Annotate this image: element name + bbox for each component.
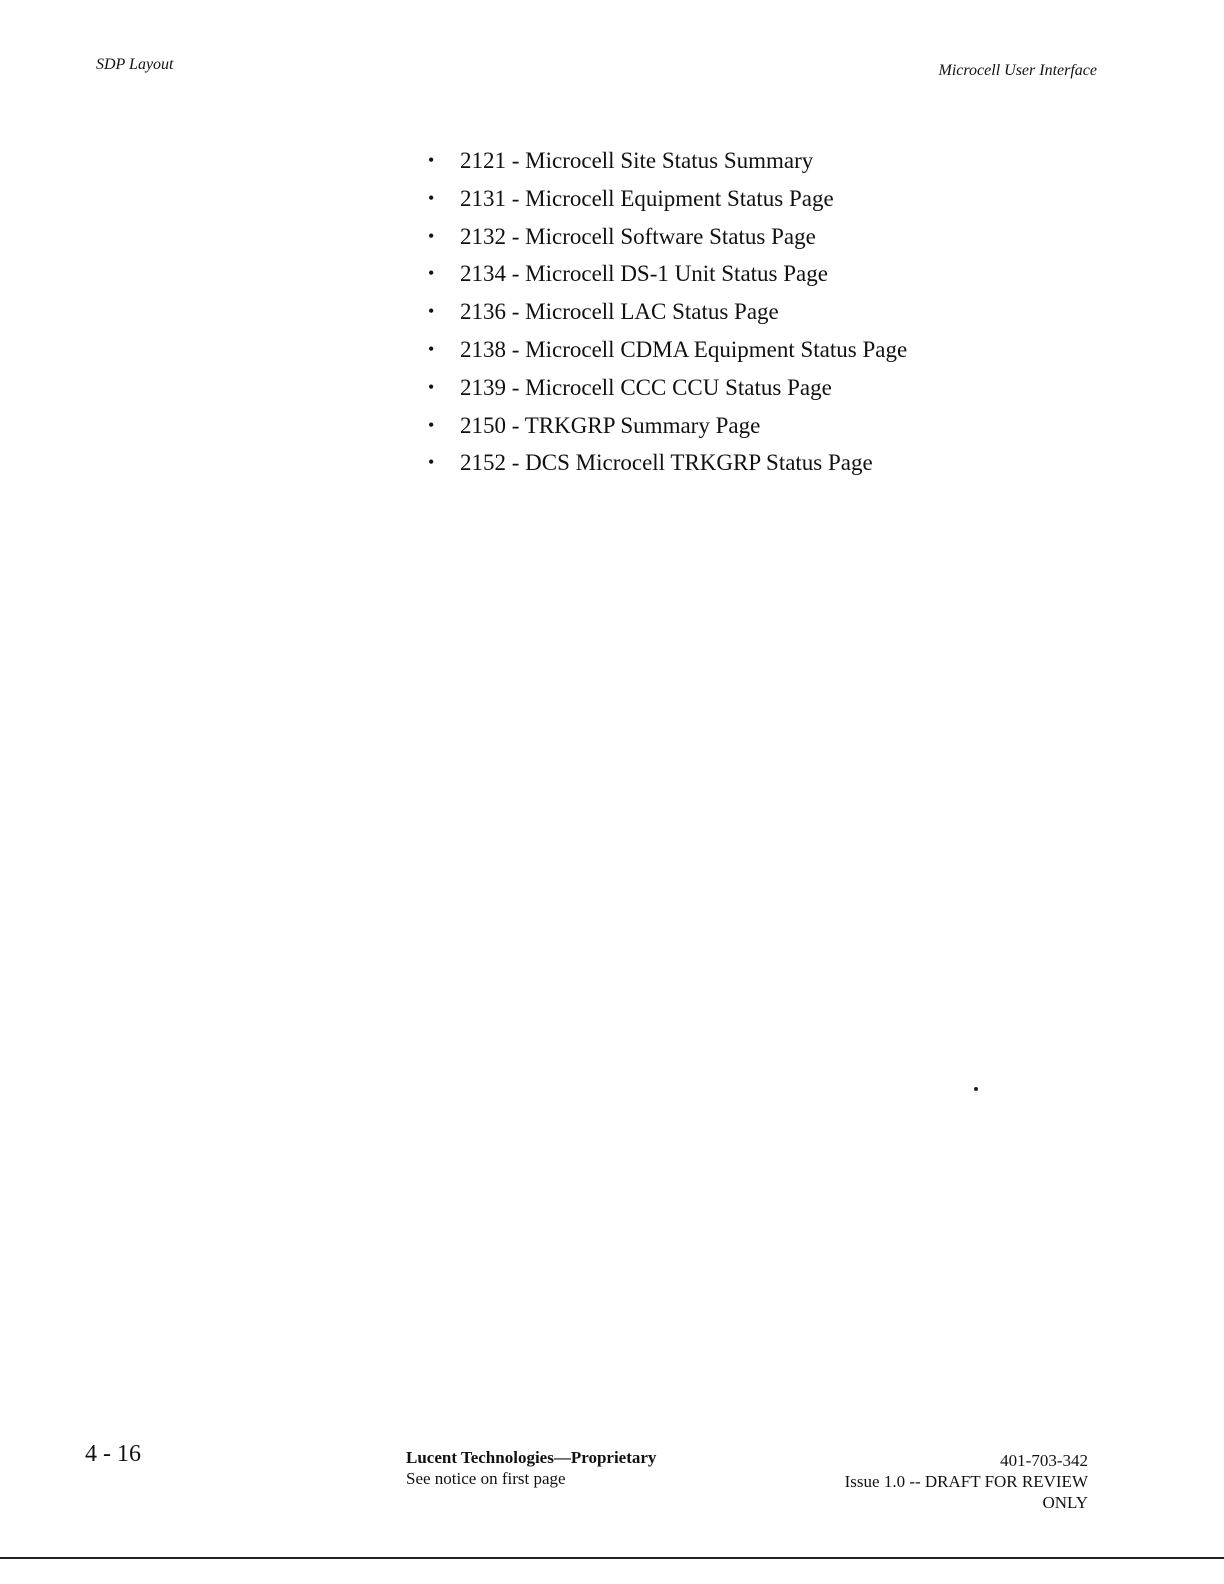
list-item [428,255,907,293]
list-item-label: 2150 - TRKGRP Summary Page [460,412,761,438]
footer-proprietary [406,1447,656,1489]
list-item-label: 2138 - Microcell CDMA Equipment Status Page [460,336,908,362]
list-item-label: 2152 - DCS Microcell TRKGRP Status Page [460,450,873,476]
footer-notice: See notice on first page [406,1469,566,1488]
list-item-label: 2131 - Microcell Equipment Status Page [460,185,834,211]
footer-doc-info [768,1450,1088,1513]
footer-issue-line2: ONLY [1042,1493,1088,1512]
bullet-icon: • [428,225,435,246]
scan-speck [974,1087,978,1091]
list-item [428,142,907,180]
list-item-label: 2139 - Microcell CCC CCU Status Page [460,374,832,400]
footer-company: Lucent Technologies—Proprietary [406,1448,657,1467]
footer-issue-line1: Issue 1.0 -- DRAFT FOR REVIEW [844,1472,1088,1491]
list-item-label: 2121 - Microcell Site Status Summary [460,148,814,173]
list-item [428,331,907,369]
list-item [428,444,907,482]
list-item-label: 2132 - Microcell Software Status Page [460,223,816,249]
bullet-icon: • [428,376,435,397]
list-item-label: 2134 - Microcell DS-1 Unit Status Page [460,261,828,287]
bullet-icon: • [428,452,435,473]
bullet-icon: • [428,301,435,322]
list-item [428,293,907,331]
status-page-list [428,142,907,482]
list-item [428,218,907,256]
running-header-left: SDP Layout [96,56,174,73]
list-item-label: 2136 - Microcell LAC Status Page [460,299,779,325]
bullet-icon: • [428,414,435,435]
bullet-icon: • [428,263,435,284]
bullet-icon: • [428,187,435,208]
list-item [428,407,907,445]
bottom-rule [0,1557,1224,1559]
list-item [428,369,907,407]
list-item [428,180,907,218]
page-number: 4 - 16 [85,1441,141,1467]
footer-doc-number: 401-703-342 [1000,1451,1088,1470]
bullet-icon: • [428,150,435,170]
bullet-icon: • [428,338,435,359]
running-header-right: Microcell User Interface [938,62,1097,79]
